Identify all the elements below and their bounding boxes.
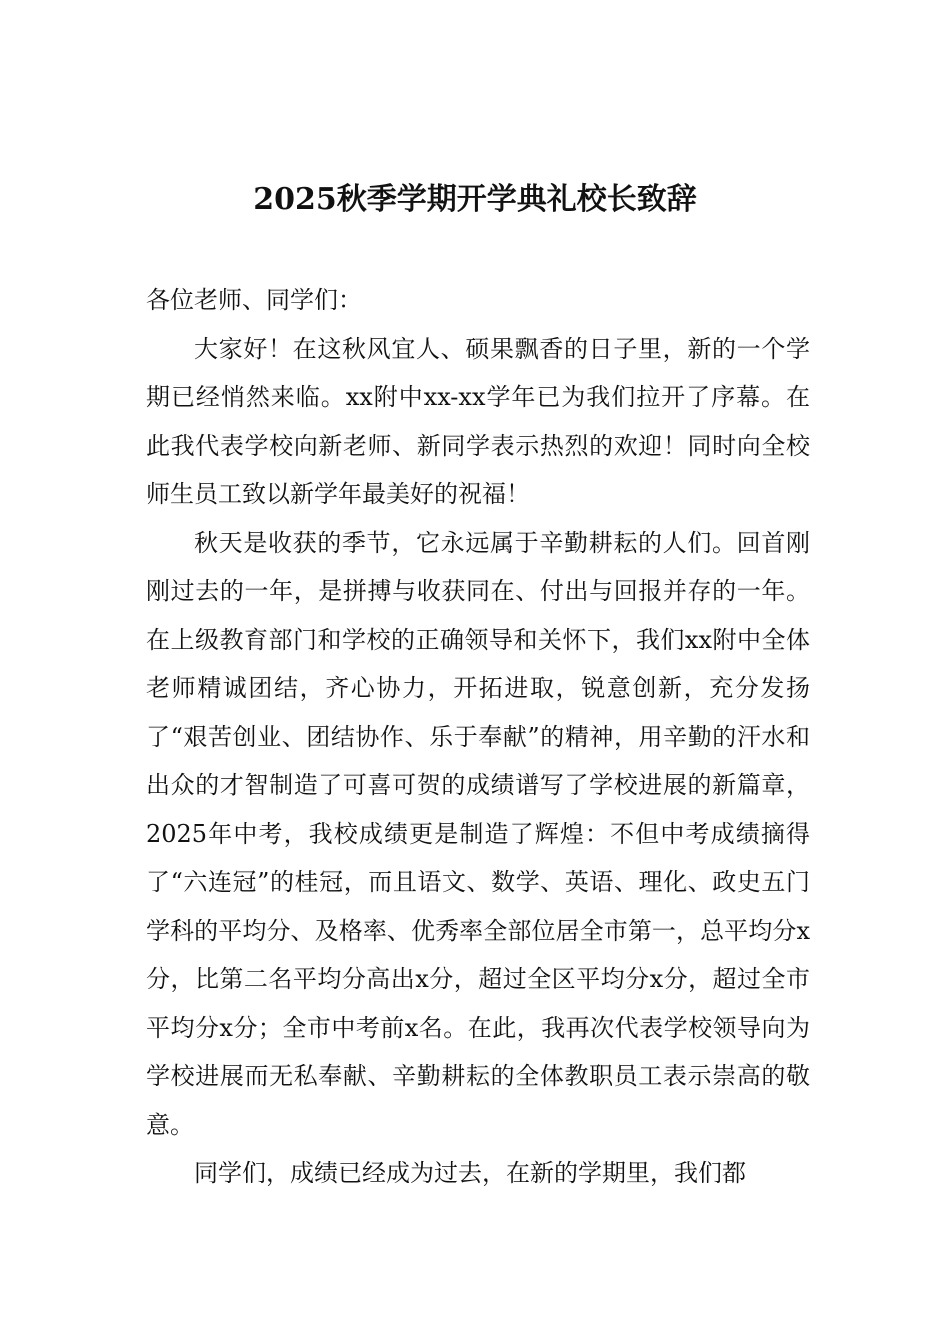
paragraph-2: 秋天是收获的季节，它永远属于辛勤耕耘的人们。回首刚刚过去的一年，是拼搏与收获同在、付出与回报并存的一年。在上级教育部门和学校的正确领导和关怀下，我们xx附中全体老师精诚团结，齐心协力，开拓进取，锐意创新，充分发扬了“艰苦创业、团结协作、乐于奉献”的精神，用辛勤的汗水和出众的才智制造了可喜可贺的成绩谱写了学校进展的新篇章， 2025年中考，我校成绩更是制造了辉煌：不但中考成绩摘得了“六连冠”的桂冠，而且语文、数学、英语、理化、政史五门学科的平均分、及格率、优秀率全部位居全市第一，总平均分x分，比第二名平均分高出x分，超过全区平均分x分，超过全市平均分x分；全市中考前x名。在此，我再次代表学校领导向为学校进展而无私奉献、辛勤耕耘的全体教职员工表示崇高的敬意。 — [146, 528, 810, 1139]
document-title: 2025秋季学期开学典礼校长致辞 — [253, 182, 697, 217]
salutation: 各位老师、同学们： — [146, 286, 362, 314]
document-body — [146, 276, 810, 1198]
paragraph-3: 同学们，成绩已经成为过去，在新的学期里，我们都 — [194, 1159, 746, 1187]
paragraph-1: 大家好！在这秋风宜人、硕果飘香的日子里，新的一个学期已经悄然来临。xx附中xx-xx学年已为我们拉开了序幕。在此我代表学校向新老师、新同学表示热烈的欢迎！同时向全校师生员工致以新学年最美好的祝福！ — [146, 334, 810, 508]
